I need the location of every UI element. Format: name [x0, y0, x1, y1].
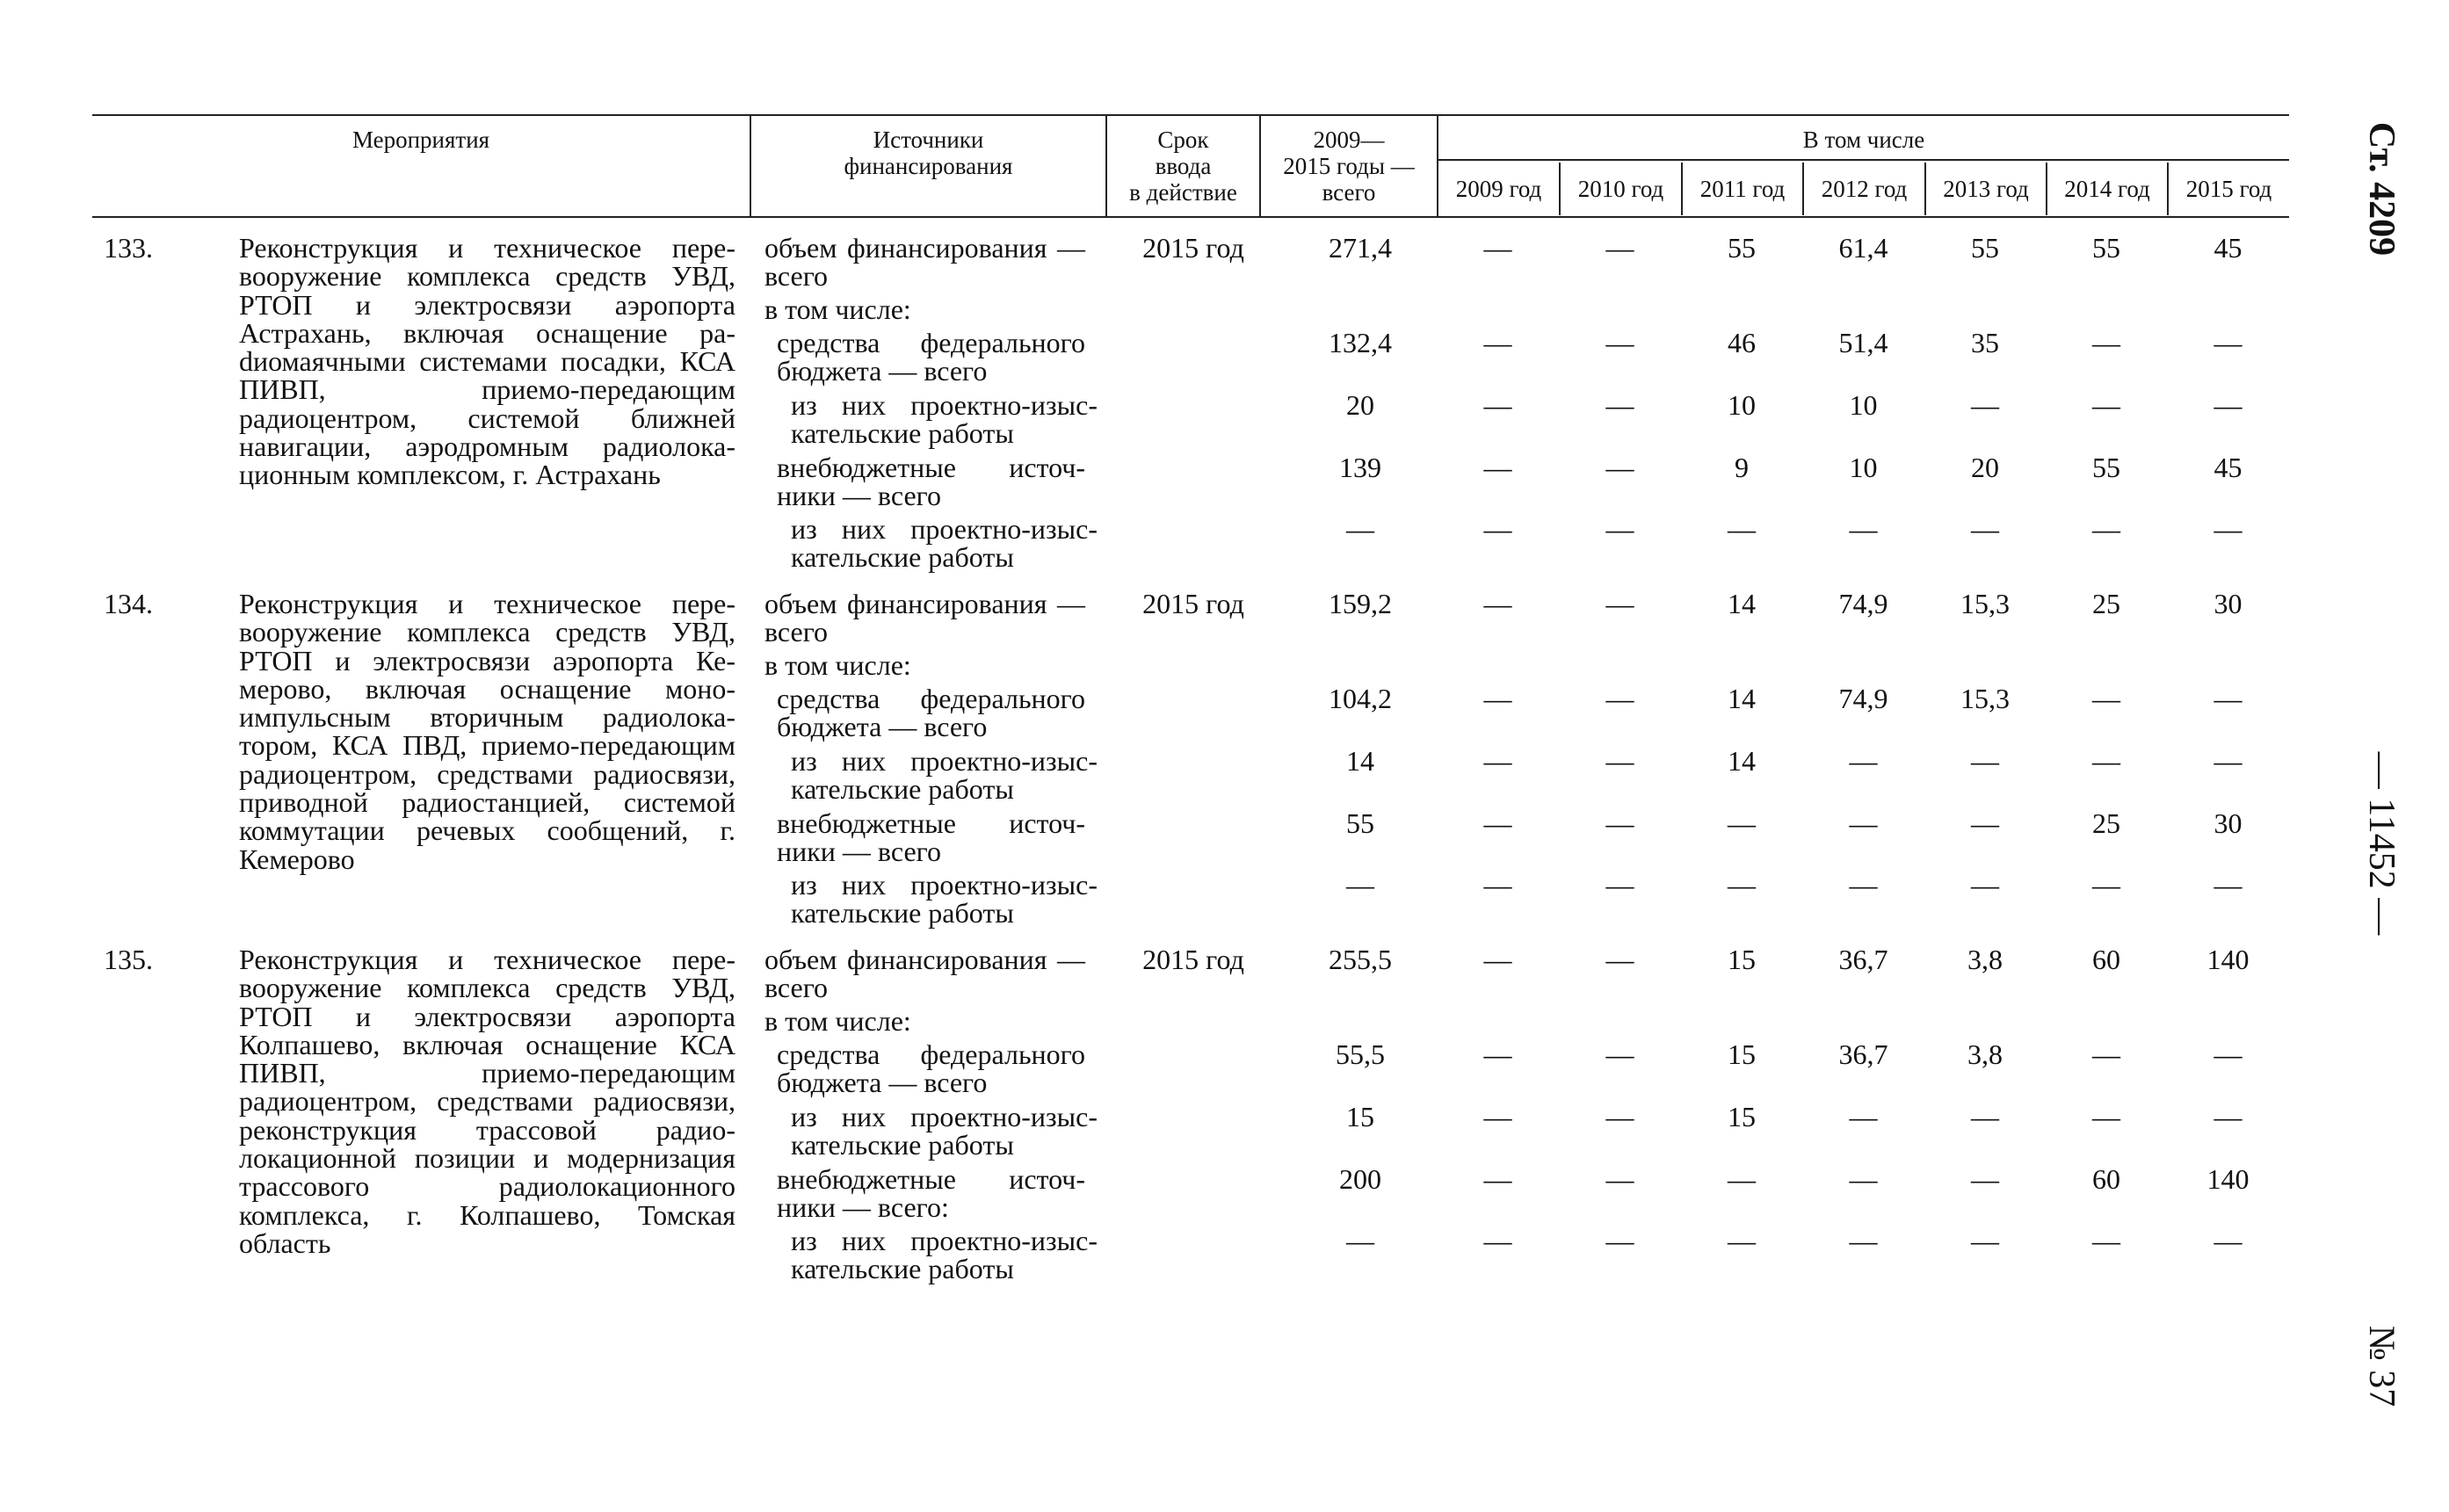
year-value: 51,4	[1838, 327, 1888, 358]
year-value: —	[2214, 869, 2243, 901]
year-header-cell: 2012 год	[1802, 163, 1924, 215]
year-value: —	[2092, 1225, 2120, 1256]
total-value: 15	[1346, 1101, 1374, 1132]
source-sublabel: в том числе:	[764, 1005, 911, 1037]
year-value: —	[2092, 327, 2120, 358]
year-value: 45	[2214, 232, 2243, 264]
year-value: 10	[1849, 389, 1878, 421]
year-value: —	[1483, 1163, 1512, 1195]
header-including	[1438, 127, 2289, 153]
year-value: —	[1483, 1225, 1512, 1256]
year-value: —	[1483, 389, 1512, 421]
header-measures	[92, 127, 750, 153]
year-value: —	[2092, 683, 2120, 714]
year-value: —	[1971, 1101, 1999, 1132]
source-label: средства федерального бюджета — всего	[777, 1038, 1085, 1098]
source-label: из них проектно-изыскательские работы	[791, 1225, 1098, 1284]
year-value: —	[1605, 944, 1634, 975]
total-value: 159,2	[1329, 588, 1392, 619]
year-value: 15	[1728, 1101, 1756, 1132]
year-value: —	[1971, 869, 1999, 901]
year-value: —	[1971, 745, 1999, 777]
year-value: —	[1483, 232, 1512, 264]
year-value: 45	[2214, 452, 2243, 483]
year-header-cell: 2015 год	[2167, 163, 2289, 215]
year-value: —	[2214, 327, 2243, 358]
year-value: 15,3	[1960, 588, 2010, 619]
year-header-cell: 2010 год	[1559, 163, 1681, 215]
header-sources-line1: Источники	[873, 127, 984, 153]
year-value: —	[1605, 1101, 1634, 1132]
total-value: 132,4	[1329, 327, 1392, 358]
source-label: средства федерального бюджета — всего	[777, 683, 1085, 742]
year-value: —	[1728, 1225, 1756, 1256]
year-value: 55	[1971, 232, 1999, 264]
total-value: 271,4	[1329, 232, 1392, 264]
year-header-cell: 2013 год	[1924, 163, 2046, 215]
header-term	[1107, 127, 1259, 206]
year-value: —	[1605, 683, 1634, 714]
year-value: 25	[2092, 807, 2120, 839]
header-top-rule	[92, 114, 2289, 116]
header-total-line3: всего	[1322, 179, 1376, 206]
year-value: 30	[2214, 588, 2243, 619]
header-bottom-rule	[92, 216, 2289, 218]
total-value: —	[1346, 869, 1374, 901]
year-value: —	[1971, 1225, 1999, 1256]
year-value: 61,4	[1838, 232, 1888, 264]
year-value: 74,9	[1838, 588, 1888, 619]
year-value: 140	[2206, 1163, 2250, 1195]
year-value: 3,8	[1967, 1038, 2003, 1070]
header-sub-rule	[1437, 159, 2289, 161]
entry-description: Реконструкция и техническое перевооружение комплекса средств УВД, РТОП и электросвязи аэропорта Кемерово, включая оснащение моноимпульсным вторичным радиолокатором, КСА ПВД, приемо-передающим радиоцентром, средствами радиосвязи, приводной радиостанцией, системой коммутации речевых сообщений, г. Кемерово	[239, 588, 735, 875]
entry-term: 2015 год	[1142, 588, 1244, 619]
year-value: 46	[1728, 327, 1756, 358]
year-value: —	[2214, 389, 2243, 421]
year-value: —	[1605, 745, 1634, 777]
year-value: 30	[2214, 807, 2243, 839]
year-value: —	[1605, 869, 1634, 901]
year-value: —	[1971, 389, 1999, 421]
year-value: —	[2092, 869, 2120, 901]
year-value: —	[1849, 1101, 1878, 1132]
year-value: —	[1483, 1038, 1512, 1070]
year-value: 15	[1728, 944, 1756, 975]
total-value: 139	[1339, 452, 1381, 483]
year-value: 36,7	[1838, 1038, 1888, 1070]
year-value: —	[1483, 869, 1512, 901]
page-number: — 11452 —	[2361, 751, 2402, 936]
source-label: объем финансирования — всего	[764, 232, 1085, 292]
year-header-cell: 2014 год	[2046, 163, 2167, 215]
header-term-line1: Срок	[1157, 127, 1209, 153]
year-value: 36,7	[1838, 944, 1888, 975]
year-value: —	[2214, 1225, 2243, 1256]
total-value: 20	[1346, 389, 1374, 421]
year-value: —	[1728, 1163, 1756, 1195]
total-value: 55,5	[1336, 1038, 1385, 1070]
year-value: 10	[1728, 389, 1756, 421]
year-value: —	[1728, 869, 1756, 901]
source-label: из них проектно-изыскательские работы	[791, 513, 1098, 573]
year-value: 55	[2092, 232, 2120, 264]
year-value: —	[2214, 683, 2243, 714]
source-label: из них проектно-изыскательские работы	[791, 869, 1098, 929]
total-value: 55	[1346, 807, 1374, 839]
year-value: —	[1849, 513, 1878, 545]
year-value: —	[1971, 513, 1999, 545]
year-value: —	[2214, 1038, 2243, 1070]
year-value: 15,3	[1960, 683, 2010, 714]
year-value: —	[1483, 683, 1512, 714]
year-value: —	[1971, 1163, 1999, 1195]
source-label: из них проектно-изыскательские работы	[791, 745, 1098, 805]
year-value: 140	[2206, 944, 2250, 975]
year-value: —	[1971, 807, 1999, 839]
total-value: 255,5	[1329, 944, 1392, 975]
year-value: —	[1849, 745, 1878, 777]
year-value: —	[1605, 327, 1634, 358]
year-value: —	[2092, 389, 2120, 421]
year-value: —	[1605, 452, 1634, 483]
header-total-line2: 2015 годы —	[1283, 153, 1415, 179]
year-value: —	[1483, 452, 1512, 483]
header-sources-line2: финансирования	[844, 153, 1013, 179]
year-value: —	[2214, 513, 2243, 545]
entry-term: 2015 год	[1142, 232, 1244, 264]
source-label: внебюджетные источники — всего	[777, 807, 1085, 867]
year-value: —	[1605, 1225, 1634, 1256]
year-value: 25	[2092, 588, 2120, 619]
year-value: —	[1483, 807, 1512, 839]
year-value: 60	[2092, 944, 2120, 975]
year-value: —	[1483, 513, 1512, 545]
source-label: средства федерального бюджета — всего	[777, 327, 1085, 387]
year-value: —	[1483, 1101, 1512, 1132]
year-value: —	[1849, 869, 1878, 901]
source-label: из них проектно-изыскательские работы	[791, 389, 1098, 449]
header-term-line3: в действие	[1129, 179, 1237, 206]
year-value: —	[2092, 1101, 2120, 1132]
year-value: —	[1483, 327, 1512, 358]
entry-number: 135.	[104, 944, 153, 975]
year-value: 35	[1971, 327, 1999, 358]
year-value: —	[1605, 1163, 1634, 1195]
source-label: внебюджетные источники — всего	[777, 452, 1085, 511]
year-value: 14	[1728, 683, 1756, 714]
year-value: —	[1483, 588, 1512, 619]
year-value: —	[2092, 513, 2120, 545]
source-label: из них проектно-изыскательские работы	[791, 1101, 1098, 1161]
total-value: 14	[1346, 745, 1374, 777]
year-header-cell: 2011 год	[1681, 163, 1802, 215]
entry-number: 133.	[104, 232, 153, 264]
year-value: 55	[1728, 232, 1756, 264]
year-header-cell: 2009 год	[1437, 163, 1559, 215]
year-value: —	[1849, 1225, 1878, 1256]
year-value: 74,9	[1838, 683, 1888, 714]
year-value: —	[1483, 944, 1512, 975]
source-sublabel: в том числе:	[764, 649, 911, 681]
source-label: объем финансирования — всего	[764, 944, 1085, 1003]
year-value: —	[1605, 232, 1634, 264]
year-value: —	[1849, 1163, 1878, 1195]
year-value: —	[2092, 1038, 2120, 1070]
year-value: —	[1605, 807, 1634, 839]
source-label: внебюджетные источники — всего:	[777, 1163, 1085, 1223]
issue-number: № 37	[2361, 1325, 2402, 1407]
total-value: —	[1346, 513, 1374, 545]
year-value: 14	[1728, 588, 1756, 619]
year-value: —	[1605, 513, 1634, 545]
year-value: —	[1605, 389, 1634, 421]
header-term-line2: ввода	[1155, 153, 1212, 179]
header-sources	[751, 127, 1105, 179]
year-value: —	[1728, 807, 1756, 839]
total-value: —	[1346, 1225, 1374, 1256]
year-value: —	[1728, 513, 1756, 545]
header-including-text: В том числе	[1802, 127, 1925, 153]
header-total-line1: 2009—	[1313, 127, 1385, 153]
header-measures-text: Мероприятия	[351, 127, 490, 153]
year-value: —	[1483, 745, 1512, 777]
entry-term: 2015 год	[1142, 944, 1244, 975]
year-value: 10	[1849, 452, 1878, 483]
year-value: 55	[2092, 452, 2120, 483]
year-value: —	[1605, 1038, 1634, 1070]
entry-description: Реконструкция и техническое перевооружение комплекса средств УВД, РТОП и электросвязи аэропорта Астрахань, включая оснащение раdиомаячными системами посадки, КСА ПИВП, приемо-передающим радиоцентром, системой ближней навигации, аэродромным радиолокационным комплексом, г. Астрахань	[239, 232, 735, 491]
total-value: 200	[1339, 1163, 1381, 1195]
header-total	[1261, 127, 1437, 206]
year-value: 15	[1728, 1038, 1756, 1070]
entry-description: Реконструкция и техническое перевооружение комплекса средств УВД, РТОП и электросвязи аэропорта Колпашево, включая оснащение КСА ПИВП, приемо-передающим радиоцентром, средствами радиосвязи, реконструкция трассовой радиолокационной позиции и модернизация трассового радиолокационного комплекса, г. Колпашево, Томская область	[239, 944, 735, 1259]
page-reference: Ст. 4209	[2361, 121, 2402, 257]
year-value: —	[1849, 807, 1878, 839]
year-value: 20	[1971, 452, 1999, 483]
year-value: —	[2092, 745, 2120, 777]
year-value: 9	[1735, 452, 1749, 483]
source-label: объем финансирования — всего	[764, 588, 1085, 647]
total-value: 104,2	[1329, 683, 1392, 714]
entry-number: 134.	[104, 588, 153, 619]
year-value: —	[2214, 1101, 2243, 1132]
source-sublabel: в том числе:	[764, 293, 911, 325]
year-value: 14	[1728, 745, 1756, 777]
year-value: —	[2214, 745, 2243, 777]
year-value: 3,8	[1967, 944, 2003, 975]
year-value: —	[1605, 588, 1634, 619]
year-value: 60	[2092, 1163, 2120, 1195]
